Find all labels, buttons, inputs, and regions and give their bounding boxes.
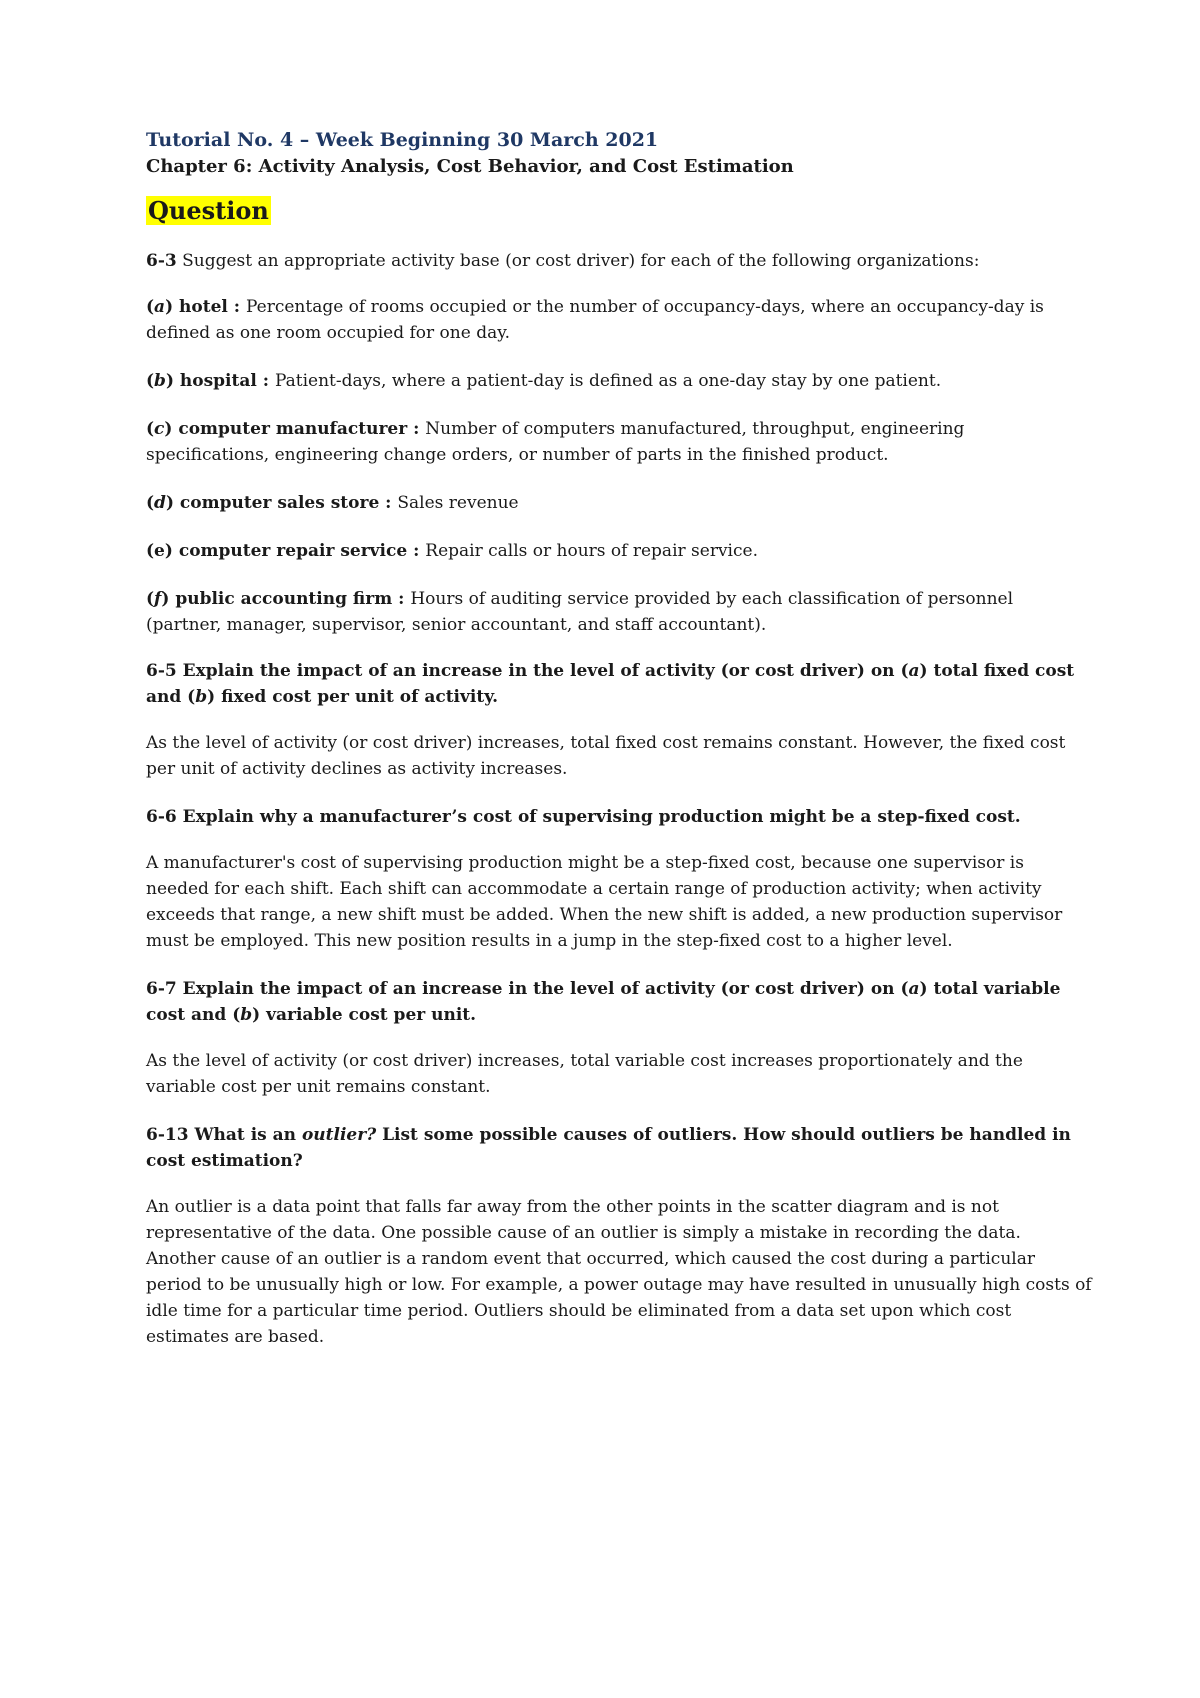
item-f	[146, 586, 1092, 638]
q-part: 6-13 What is an	[146, 1125, 302, 1145]
item-open: (	[146, 541, 155, 561]
item-e	[146, 538, 1092, 564]
q-italic: a	[908, 979, 920, 999]
tutorial-title: Tutorial No. 4 – Week Beginning 30 March 2021	[146, 129, 659, 151]
item-close: )	[164, 541, 173, 561]
q-italic-term: outlier?	[301, 1125, 377, 1145]
chapter-title: Chapter 6: Activity Analysis, Cost Behavior, and Cost Estimation	[146, 156, 794, 177]
item-answer: Sales revenue	[397, 493, 519, 513]
item-letter: c	[154, 419, 165, 439]
question-number: 6-3	[146, 251, 177, 271]
q-italic: a	[908, 661, 920, 681]
q-part: 6-5 Explain the impact of an increase in the level of activity (or cost driver) on (	[146, 661, 909, 681]
item-label: hospital :	[173, 371, 275, 391]
question-heading-text: Question	[148, 196, 269, 225]
item-open: (	[146, 589, 155, 609]
q-italic: b	[195, 687, 208, 707]
item-letter: d	[154, 493, 166, 513]
item-close: )	[164, 419, 173, 439]
item-close: )	[161, 589, 170, 609]
item-answer: Hours of auditing service provided by each classification of personnel (partner, manager, supervisor, senior accountant, and staff accountant).	[146, 589, 1014, 635]
question-6-6: 6-6 Explain why a manufacturer’s cost of supervising production might be a step-fixed cost.	[146, 807, 1021, 827]
q-italic: b	[240, 1005, 253, 1025]
item-a	[146, 294, 1092, 346]
answer-6-5: As the level of activity (or cost driver) increases, total fixed cost remains constant. However, the fixed cost per unit of activity declines as activity increases.	[146, 733, 1066, 779]
item-close: )	[165, 371, 174, 391]
item-answer: Percentage of rooms occupied or the number of occupancy-days, where an occupancy-day is defined as one room occupied for one day.	[146, 297, 1044, 343]
item-open: (	[146, 419, 155, 439]
item-open: (	[146, 297, 155, 317]
item-label: hotel :	[173, 297, 246, 317]
item-answer: Patient-days, where a patient-day is defined as a one-day stay by one patient.	[274, 371, 942, 391]
item-letter: a	[154, 297, 166, 317]
question-6-3	[146, 248, 1092, 274]
item-label: computer repair service :	[172, 541, 426, 561]
q-part: 6-7 Explain the impact of an increase in the level of activity (or cost driver) on (	[146, 979, 909, 999]
question-6-13	[146, 1122, 1092, 1174]
answer-6-6: A manufacturer's cost of supervising production might be a step-fixed cost, because one supervisor is needed for each shift. Each shift can accommodate a certain range of production activity; when activity exceeds that range, a new shift must be added. When the new shift is added, a new production supervisor must be employed. This new position results in a jump in the step-fixed cost to a higher level.	[146, 853, 1063, 951]
question-heading	[146, 194, 1092, 228]
answer-6-7: As the level of activity (or cost driver) increases, total variable cost increases proportionately and the variable cost per unit remains constant.	[146, 1051, 1023, 1097]
item-label: computer manufacturer :	[172, 419, 426, 439]
item-letter: b	[154, 371, 166, 391]
question-6-7	[146, 976, 1092, 1028]
item-c	[146, 416, 1092, 468]
item-open: (	[146, 493, 155, 513]
item-d	[146, 490, 1092, 516]
q-part: ) total variable cost and (	[146, 979, 1061, 1025]
item-letter: f	[154, 589, 162, 609]
q-part: ) variable cost per unit.	[252, 1005, 477, 1025]
question-text: Suggest an appropriate activity base (or cost driver) for each of the following organizations:	[176, 251, 980, 271]
item-answer: Number of computers manufactured, throughput, engineering specifications, engineering change orders, or number of parts in the finished product.	[146, 419, 965, 465]
item-open: (	[146, 371, 155, 391]
item-b	[146, 368, 1092, 394]
q-part: ) total fixed cost and (	[146, 661, 1075, 707]
question-6-5	[146, 658, 1092, 710]
answer-6-13: An outlier is a data point that falls far away from the other points in the scatter diagram and is not representative of the data. One possible cause of an outlier is simply a mistake in recording the data. Another cause of an outlier is a random event that occurred, which caused the cost during a particular period to be unusually high or low. For example, a power outage may have resulted in unusually high costs of idle time for a particular time period. Outliers should be eliminated from a data set upon which cost estimates are based.	[146, 1197, 1092, 1347]
q-part: ) fixed cost per unit of activity.	[207, 687, 499, 707]
q-part: List some possible causes of outliers. How should outliers be handled in cost estimation?	[146, 1125, 1071, 1171]
item-close: )	[165, 297, 174, 317]
item-close: )	[165, 493, 174, 513]
item-letter: e	[154, 541, 165, 561]
item-answer: Repair calls or hours of repair service.	[425, 541, 758, 561]
item-label: computer sales store :	[173, 493, 398, 513]
item-label: public accounting firm :	[169, 589, 411, 609]
